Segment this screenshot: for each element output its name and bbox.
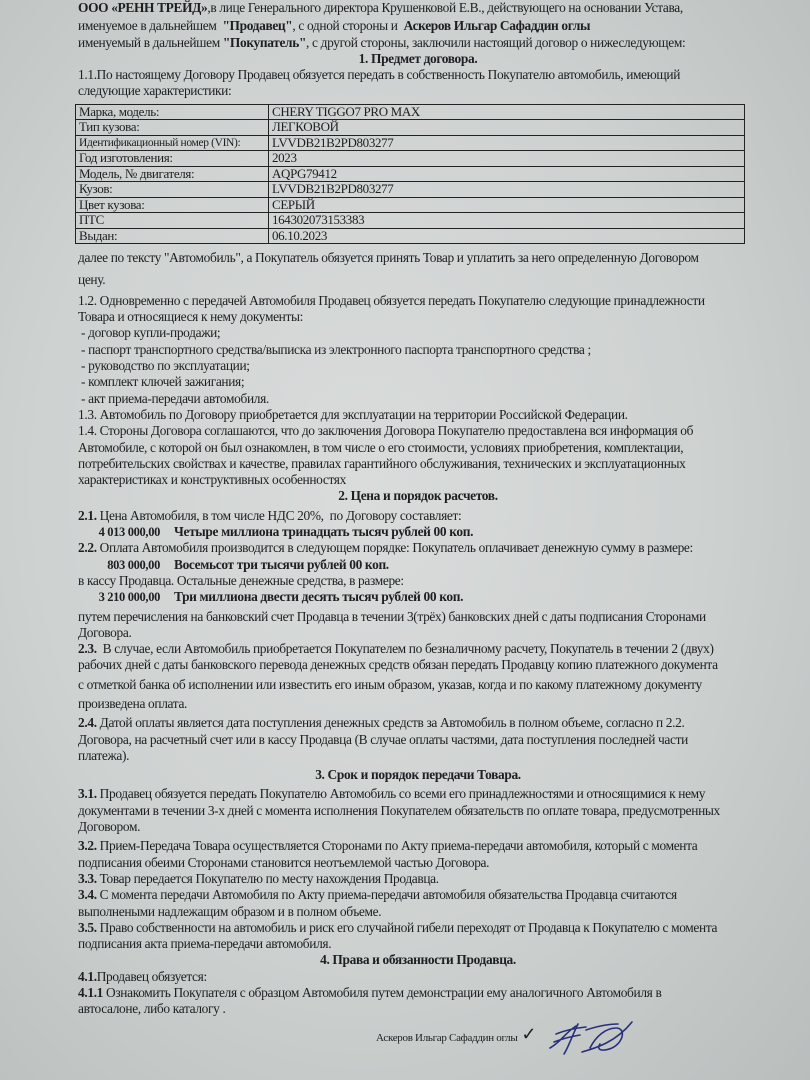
p33 <box>78 871 758 887</box>
text: именуемое в дальнейшем <box>78 18 223 34</box>
p11-line: следующие характеристики: <box>78 83 232 99</box>
clause-number: 2.2. <box>78 540 97 556</box>
signature-block <box>376 1018 636 1058</box>
table-row <box>76 120 745 136</box>
row-label: Выдан: <box>76 228 269 244</box>
amount-number: 3 210 000,00 <box>98 590 160 605</box>
row-value: ЛЕГКОВОЙ <box>269 120 745 136</box>
row-value: AQPG79412 <box>269 166 745 182</box>
row-value: LVVDB21B2PD803277 <box>269 182 745 198</box>
section-4-heading: 4. Права и обязанности Продавца. <box>320 952 516 968</box>
clause-number: 3.2. <box>78 838 97 854</box>
p35-line <box>78 920 758 936</box>
p31-line: Договором. <box>78 819 141 835</box>
signer-name: Аскеров Ильгар Сафаддин оглы <box>376 1032 518 1044</box>
preamble-line-2 <box>78 18 758 34</box>
row-label: ПТС <box>76 213 269 229</box>
row-value: СЕРЫЙ <box>269 197 745 213</box>
p31-line: документами в течении 3-х дней с момента исполнения Покупателем обязательств по оплате товара, предусмотренных <box>78 802 720 818</box>
p22c-line: путем перечисления на банковский счет Продавца в течении 3(трёх) банковских дней с даты подписания Сторонами <box>78 608 706 624</box>
p12-line: 1.2. Одновременно с передачей Автомобиля Продавец обязуется передать Покупателю следующие принадлежности <box>78 292 705 308</box>
text: С момента передачи Автомобиля по Акту приема-передачи автомобиля обязательства Продавца считаются <box>96 887 677 903</box>
p23-line <box>78 641 758 657</box>
check-mark-icon: ✓ <box>521 1023 537 1044</box>
vehicle-table <box>75 104 745 245</box>
row-label: Тип кузова: <box>76 120 269 136</box>
p14-line: 1.4. Стороны Договора соглашаются, что до заключения Договора Покупателю предоставлена вся информация об <box>78 423 694 439</box>
p22b: в кассу Продавца. Остальные денежные средства, в размере: <box>78 572 404 588</box>
bullet-item: - акт приема-передачи автомобиля. <box>81 390 269 406</box>
clause-number: 4.1. <box>78 968 97 984</box>
p31-line <box>78 786 758 802</box>
clause-number: 4.1.1 <box>78 985 104 1001</box>
after-table-line: далее по тексту "Автомобиль", а Покупатель обязуется принять Товар и уплатить за него определенную Договором <box>78 250 699 266</box>
p14-line: потребительских свойствах и качестве, правилах гарантийного обслуживания, технических и эксплуатационных <box>78 455 686 471</box>
text: Товар передается Покупателю по месту нахождения Продавца. <box>96 870 439 886</box>
p12-line: Товара и относящиеся к нему документы: <box>78 309 304 325</box>
p411-line <box>78 985 758 1001</box>
text: Прием-Передача Товара осуществляется Сторонами по Акту приема-передачи автомобиля, который с момента <box>96 838 698 854</box>
text: Датой оплаты является дата поступления денежных средств за Автомобиль в полном объеме, согласно п 2.2. <box>96 715 685 731</box>
p14-line: Автомобиле, с которой он был ознакомлен, в том числе о его стоимости, условиях приобретения, комплектации, <box>78 439 684 455</box>
bullet-item: - договор купли-продажи; <box>81 325 221 341</box>
p411-line: автосалоне, либо каталогу . <box>78 1001 226 1017</box>
p32-line: подписания обеими Сторонами становится неотъемлемой частью Договора. <box>78 854 490 870</box>
preamble-line-3 <box>78 35 758 51</box>
p21 <box>78 508 758 524</box>
text: ,в лице Генерального директора Крушенковой Е.В., действующего на основании Устава, <box>207 0 683 15</box>
row-value: CHERY TIGGO7 PRO MAX <box>269 104 745 120</box>
p22 <box>78 540 758 556</box>
text: , с другой стороны, заключили настоящий договор о нижеследующем: <box>306 34 686 50</box>
row-value: 164302073153383 <box>269 213 745 229</box>
section-2-heading: 2. Цена и порядок расчетов. <box>338 488 498 504</box>
preamble-line-1 <box>78 0 758 16</box>
p24-line <box>78 715 758 731</box>
p23-line: произведена оплата. <box>78 696 188 711</box>
price-bank <box>78 589 758 605</box>
p13: 1.3. Автомобиль по Договору приобретается для эксплуатации на территории Российской Федерации. <box>78 406 628 422</box>
amount-number: 803 000,00 <box>107 557 160 572</box>
clause-number: 2.1. <box>78 507 97 523</box>
clause-number: 2.4. <box>78 715 97 731</box>
row-label: Кузов: <box>76 182 269 198</box>
amount-number: 4 013 000,00 <box>98 525 160 540</box>
text: Право собственности на автомобиль и риск его случайной гибели переходят от Продавца к Покупателю с момента <box>96 919 718 935</box>
text: именуемый в дальнейшем <box>78 34 223 50</box>
seller-term: "Продавец" <box>222 18 293 34</box>
price-total <box>78 524 758 540</box>
p23-line: рабочих дней с даты банковского перевода денежных средств обязан передать Продавцу копию платежного документа <box>78 657 718 673</box>
amount-words: Три миллиона двести десять тысяч рублей 00 коп. <box>174 589 464 605</box>
row-value: 06.10.2023 <box>269 228 745 244</box>
p24-line: Договора, на расчетный счет или в кассу Продавца (В случае оплаты частями, дата поступления последней части <box>78 731 688 747</box>
clause-number: 3.3. <box>78 870 97 886</box>
text: Цена Автомобиля, в том числе НДС 20%, по Договору составляет: <box>96 507 462 523</box>
text: Продавец обязуется передать Покупателю Автомобиль со всеми его принадлежностями и относящимися к нему <box>96 786 706 802</box>
clause-number: 3.5. <box>78 919 97 935</box>
p35-line: подписания акта приема-передачи автомобиля. <box>78 936 332 952</box>
row-label: Год изготовления: <box>76 151 269 167</box>
section-1-heading: 1. Предмет договора. <box>358 50 478 66</box>
row-label: Идентификационный номер (VIN): <box>76 135 269 151</box>
bullet-item: - паспорт транспортного средства/выписка из электронного паспорта транспортного средства ; <box>81 341 591 357</box>
table-row <box>76 151 745 167</box>
p24-line: платежа). <box>78 747 130 763</box>
clause-number: 3.4. <box>78 887 97 903</box>
row-label: Цвет кузова: <box>76 197 269 213</box>
text: Оплата Автомобиля производится в следующем порядке: Покупатель оплачивает денежную сумму в размере: <box>96 540 693 556</box>
text: , с одной стороны и <box>292 18 404 34</box>
row-value: LVVDB21B2PD803277 <box>269 135 745 151</box>
clause-number: 3.1. <box>78 786 97 802</box>
row-value: 2023 <box>269 151 745 167</box>
p41 <box>78 969 758 985</box>
bullet-item: - руководство по эксплуатации; <box>81 358 250 374</box>
amount-words: Восемьсот три тысячи рублей 00 коп. <box>174 556 389 572</box>
p22c-line: Договора. <box>78 624 132 640</box>
contract-page <box>78 0 758 1018</box>
table-row <box>76 104 745 120</box>
p34-line: выполнеными надлежащим образом и в полном объеме. <box>78 903 382 919</box>
bullet-item: - комплект ключей зажигания; <box>81 374 245 390</box>
table-row <box>76 166 745 182</box>
p11-line: 1.1.По настоящему Договору Продавец обязуется передать в собственность Покупателю автомобиль, имеющий <box>78 67 681 83</box>
text: В случае, если Автомобиль приобретается Покупателем по безналичному расчету, Покупатель в течении 2 (двух) <box>96 641 714 657</box>
table-row <box>76 228 745 244</box>
amount-words: Четыре миллиона тринадцать тысяч рублей 00 коп. <box>174 524 474 540</box>
text: Продавец обязуется: <box>96 968 207 984</box>
table-row <box>76 197 745 213</box>
p23-line: с отметкой банка об исполнении или известить его иным образом, указав, когда и по какому платежному документу <box>78 676 702 692</box>
table-row <box>76 213 745 229</box>
after-table-line: цену. <box>78 271 106 287</box>
row-label: Марка, модель: <box>76 104 269 120</box>
price-cash <box>78 557 758 573</box>
table-row <box>76 182 745 198</box>
section-3-heading: 3. Срок и порядок передачи Товара. <box>315 767 521 783</box>
text: Ознакомить Покупателя с образцом Автомобиля путем демонстрации ему аналогичного Автомобиля в <box>103 985 662 1001</box>
buyer-term: "Покупатель" <box>222 34 307 50</box>
clause-number: 2.3. <box>78 641 97 657</box>
table-row <box>76 135 745 151</box>
row-label: Модель, № двигателя: <box>76 166 269 182</box>
p14-line: характеристиках и конструктивных особенностях <box>78 472 346 488</box>
handwritten-signature <box>546 1018 636 1058</box>
p32-line <box>78 838 758 854</box>
buyer-name: Аскеров Ильгар Сафаддин оглы <box>403 18 591 34</box>
seller-name: ООО «РЕНН ТРЕЙД» <box>78 0 208 15</box>
p34-line <box>78 887 758 903</box>
